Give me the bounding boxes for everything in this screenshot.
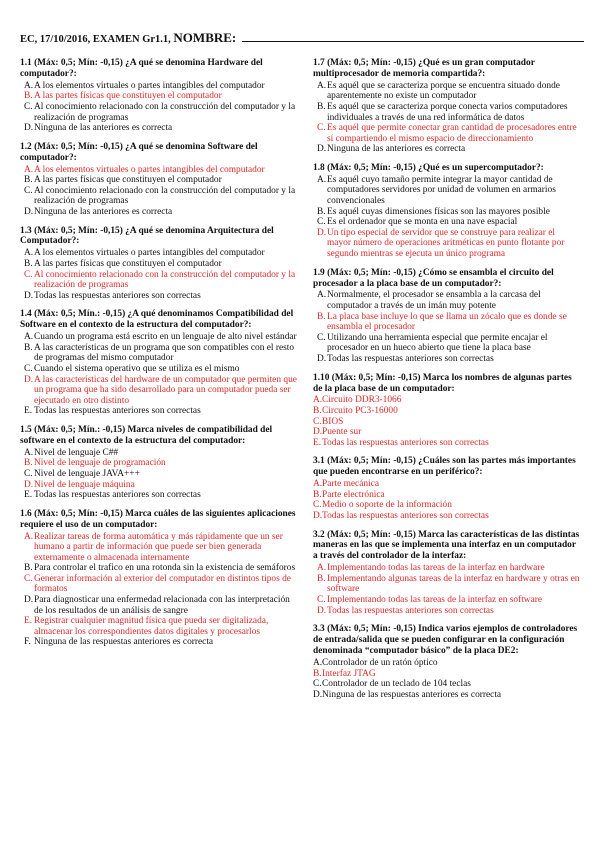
option-letter: C. — [317, 332, 326, 343]
option-text: Ninguna de las anteriores es correcta — [327, 144, 466, 155]
question-block — [20, 58, 298, 134]
option-text: Cuando el sistema operativo que se utiliza es el mismo — [34, 363, 240, 374]
answer-option[interactable] — [20, 563, 298, 574]
question-block — [20, 309, 298, 417]
answer-option[interactable] — [313, 333, 581, 354]
question-title: 1.3 (Máx: 0,5; Mín: -0,15) ¿A qué se denomina Arquitectura del Computador?: — [20, 225, 274, 247]
answer-option[interactable] — [313, 606, 581, 617]
option-letter: A. — [313, 657, 323, 668]
option-text: Puente sur — [322, 427, 362, 438]
option-letter: D. — [24, 479, 34, 490]
question-title: 1.10 (Máx: 0,5; Mín: -0,15) Marca los nombres de algunas partes de la placa base de un computador: — [313, 372, 572, 394]
answer-option[interactable] — [313, 406, 581, 417]
option-letter: D. — [24, 374, 34, 385]
answer-option[interactable] — [20, 480, 298, 491]
option-text: A las características del hardware de un computador que permiten que un programa que ha sido desarrollado para un computador pueda ser ejecutado en otro distinto — [34, 374, 297, 406]
option-letter: B. — [24, 458, 33, 469]
answer-option[interactable] — [313, 102, 581, 123]
option-text: Todas las respuestas anteriores son correctas — [34, 406, 201, 417]
option-text: Registrar cualquier magnitud física que pueda ser digitalizada, almacenar los correspondientes datos digitales y procesarlos — [34, 616, 269, 637]
option-text: Ninguna de las anteriores es correcta — [34, 206, 173, 217]
answer-option[interactable] — [313, 438, 581, 449]
option-text: Es aquél que permite conectar gran cantidad de procesadores entre sí compartiendo el mismo espacio de direccionamiento — [327, 123, 577, 144]
answer-option[interactable] — [313, 574, 581, 595]
question-block — [20, 425, 298, 501]
option-text: Implementando todas las tareas de la interfaz en software — [327, 595, 543, 606]
option-letter: B. — [24, 258, 33, 269]
answer-option[interactable] — [313, 144, 581, 155]
option-text: Ninguna de las respuestas anteriores es correcta — [322, 689, 502, 700]
question-block — [313, 624, 581, 700]
answer-option[interactable] — [20, 343, 298, 364]
answer-option[interactable] — [20, 291, 298, 302]
option-letter: C. — [24, 269, 33, 280]
answer-option[interactable] — [313, 679, 581, 690]
option-letter: C. — [317, 595, 326, 606]
option-letter: B. — [313, 489, 322, 500]
option-letter: C. — [317, 123, 326, 134]
option-text: Realizar tareas de forma automática y más rápidamente que un ser humano a partir de información que puede ser bien generada externamente o almacenada internamente — [34, 531, 283, 563]
option-letter: B. — [313, 406, 322, 416]
answer-option[interactable] — [313, 563, 581, 574]
answer-option[interactable] — [20, 165, 298, 176]
option-letter: B. — [24, 342, 33, 353]
answer-option[interactable] — [20, 364, 298, 375]
option-text: Normalmente, el procesador se ensambla a la carcasa del computador a través de un imán muy potente — [327, 290, 541, 312]
option-text: Un tipo especial de servidor que se construye para realizar el mayor número de operaciones aritméticas en punto flotante por segundo mientras se ejecuta un único programa — [327, 227, 565, 260]
question-title: 3.3 (Máx: 0,5; Mín: -0,15) Indica varios ejemplos de controladores de entrada/salida que se pueden configurar en la configuración denominada “computador básico” de la placa DE2: — [313, 624, 578, 657]
option-letter: A. — [313, 479, 323, 490]
answer-option[interactable] — [313, 228, 581, 260]
option-letter: E. — [313, 437, 322, 448]
option-text: A las partes físicas que constituyen el computador — [34, 91, 222, 102]
answer-option[interactable] — [20, 123, 298, 134]
answer-option[interactable] — [313, 207, 581, 218]
option-letter: D. — [313, 427, 323, 438]
answer-option[interactable] — [20, 81, 298, 92]
option-text: Cuando un programa está escrito en un lenguaje de alto nivel estándar — [34, 332, 297, 343]
option-text: La placa base incluye lo que se llama un zócalo que es donde se ensambla el procesador — [327, 311, 567, 333]
option-letter: B. — [313, 668, 322, 679]
answer-option[interactable] — [313, 123, 581, 144]
exam-title: EC, 17/10/2016, EXAMEN Gr1.1, — [20, 34, 171, 45]
option-letter: C. — [313, 679, 322, 690]
option-text: Utilizando una herramienta especial que permite encajar el procesador en un hueco abierto que tiene la placa base — [327, 332, 548, 354]
option-letter: D. — [24, 206, 34, 217]
question-block — [20, 226, 298, 302]
answer-option[interactable] — [20, 186, 298, 207]
answer-option[interactable] — [313, 175, 581, 207]
answer-option[interactable] — [20, 406, 298, 417]
question-title: 3.2 (Máx: 0,5; Mín: -0,15) Marca las características de las distintas maneras en las que se implementa una interfaz en un computador a través del controlador de la interfaz: — [313, 529, 580, 562]
option-text: Nivel de lenguaje C## — [34, 447, 119, 458]
answer-option[interactable] — [20, 248, 298, 259]
option-letter: C. — [313, 416, 322, 427]
answer-option[interactable] — [313, 511, 581, 522]
answer-option[interactable] — [20, 574, 298, 595]
option-text: Todas las respuestas anteriores son correctas — [327, 605, 494, 616]
option-letter: A. — [24, 248, 34, 259]
option-letter: E. — [24, 616, 33, 627]
option-letter: D. — [317, 144, 327, 155]
answer-option[interactable] — [20, 616, 298, 637]
option-letter: D. — [24, 123, 34, 134]
option-text: Es aquél que se caracteriza porque conecta varios computadores individuales a través de una red informática de datos — [327, 102, 568, 123]
question-block — [313, 163, 581, 260]
option-text: A las características de un programa que son compatibles con el resto de programas del mismo computador — [34, 342, 295, 364]
question-block — [313, 58, 581, 155]
option-letter: C. — [24, 185, 33, 196]
option-text: Nivel de lenguaje de programación — [34, 458, 166, 469]
answer-option[interactable] — [20, 175, 298, 186]
answer-option[interactable] — [313, 690, 581, 701]
answer-option[interactable] — [313, 658, 581, 669]
option-letter: D. — [317, 354, 327, 364]
question-block — [20, 142, 298, 218]
option-letter: A. — [24, 164, 34, 175]
answer-option[interactable] — [20, 259, 298, 270]
answer-option[interactable] — [313, 395, 581, 406]
option-letter: D. — [317, 605, 327, 616]
option-text: Parte electrónica — [322, 489, 385, 500]
option-text: A los elementos virtuales o partes intangibles del computador — [34, 248, 265, 259]
question-block — [313, 456, 581, 521]
option-text: A los elementos virtuales o partes intangibles del computador — [34, 80, 265, 91]
question-title: 1.9 (Máx: 0,5; Mín: -0,15) ¿Cómo se ensambla el circuito del procesador a la placa base de un computador?: — [313, 267, 554, 289]
option-letter: B. — [24, 563, 33, 574]
option-letter: A. — [24, 332, 34, 343]
option-text: Para controlar el trafico en una rotonda sin la existencia de semáforos — [34, 563, 296, 574]
left-column — [20, 58, 298, 656]
option-text: A los elementos virtuales o partes intangibles del computador — [34, 164, 265, 175]
answer-option[interactable] — [313, 217, 581, 228]
option-text: Interfaz JTAG — [322, 668, 376, 679]
name-blank-line[interactable] — [242, 31, 584, 42]
name-label: NOMBRE: — [173, 30, 237, 45]
answer-option[interactable] — [20, 532, 298, 564]
option-letter: B. — [317, 206, 326, 217]
option-letter: A. — [317, 290, 327, 301]
question-block — [313, 530, 581, 617]
option-text: A las partes físicas que constituyen el computador — [34, 258, 222, 269]
option-letter: A. — [24, 531, 34, 542]
option-letter: A. — [317, 80, 327, 91]
answer-option[interactable] — [313, 312, 581, 333]
answer-option[interactable] — [20, 458, 298, 469]
question-title: 1.6 (Máx: 0,5; Mín: -0,15) Marca cuáles de las siguientes aplicaciones requiere el uso de un computador: — [20, 508, 296, 530]
answer-option[interactable] — [313, 500, 581, 511]
option-text: Implementando todas las tareas de la interfaz en hardware — [327, 563, 545, 574]
option-text: A las partes físicas que constituyen el computador — [34, 175, 222, 186]
question-title: 1.7 (Máx: 0,5; Mín: -0,15) ¿Qué es un gran computador multiprocesador de memoria compartida?: — [313, 58, 535, 79]
option-text: Al conocimiento relacionado con la construcción del computador y la realización de programas — [34, 102, 296, 123]
option-text: Al conocimiento relacionado con la construcción del computador y la realización de programas — [34, 185, 296, 207]
answer-option[interactable] — [313, 290, 581, 311]
answer-option[interactable] — [313, 490, 581, 501]
answer-option[interactable] — [20, 448, 298, 459]
question-block — [20, 509, 298, 648]
question-title: 1.5 (Máx: 0,5; Mín.: -0,15) Marca niveles de compatibilidad del software en el contexto de la estructura del computador: — [20, 424, 273, 446]
question-title: 3.1 (Máx: 0,5; Mín: -0,15) ¿Cuáles son las partes más importantes que pueden encontrarse en un periférico?: — [313, 456, 576, 478]
option-letter: C. — [24, 363, 33, 374]
answer-option[interactable] — [20, 637, 298, 648]
question-block — [313, 373, 581, 449]
option-text: Implementando algunas tareas de la interfaz en hardware y otras en software — [327, 573, 580, 595]
option-letter: B. — [317, 573, 326, 584]
option-text: Circuito DDR3-1066 — [322, 395, 402, 406]
option-letter: C. — [24, 573, 33, 584]
option-letter: A. — [24, 80, 34, 91]
option-text: Para diagnosticar una enfermedad relacionada con las interpretación de los resultados de un análisis de sangre — [34, 595, 290, 616]
option-text: Nivel de lenguaje JAVA+++ — [34, 468, 140, 479]
answer-option[interactable] — [20, 270, 298, 291]
option-text: Generar información al exterior del computador en distintos tipos de formatos — [34, 573, 291, 595]
answer-option[interactable] — [313, 417, 581, 428]
question-title: 1.2 (Máx: 0,5; Mín: -0,15) ¿A qué se denomina Software del computador?: — [20, 141, 258, 163]
answer-option[interactable] — [313, 427, 581, 438]
option-letter: C. — [317, 217, 326, 228]
option-letter: A. — [313, 395, 323, 406]
option-text: Circuito PC3-16000 — [322, 406, 398, 416]
question-title: 1.4 (Máx: 0,5; Mín.: -0,15) ¿A qué denominamos Compatibilidad del Software en el contexto de la estructura del computador?: — [20, 309, 294, 331]
answer-option[interactable] — [313, 669, 581, 680]
exam-header — [20, 30, 580, 46]
answer-option[interactable] — [313, 595, 581, 606]
answer-option[interactable] — [20, 332, 298, 343]
question-title: 1.8 (Máx: 0,5; Mín: -0,15) ¿Qué es un supercomputador?: — [313, 162, 544, 173]
option-letter: C. — [24, 102, 33, 112]
option-text: Controlador de un ratón óptico — [322, 657, 438, 668]
answer-option[interactable] — [20, 490, 298, 501]
option-text: Todas las respuestas anteriores son correctas — [34, 290, 201, 301]
answer-option[interactable] — [20, 102, 298, 123]
option-letter: A. — [24, 447, 34, 458]
option-text: Ninguna de las anteriores es correcta — [34, 123, 173, 134]
answer-option[interactable] — [20, 207, 298, 218]
option-text: Es aquél cuyas dimensiones físicas son las mayores posible — [327, 206, 550, 217]
option-letter: B. — [24, 175, 33, 186]
option-text: Es aquél cuyo tamaño permite integrar la mayor cantidad de computadores servidores por unidad de volumen en armarios convencionales — [327, 174, 556, 207]
option-text: BIOS — [322, 416, 344, 427]
answer-option[interactable] — [20, 469, 298, 480]
question-title: 1.1 (Máx: 0,5; Mín: -0,15) ¿A qué se denomina Hardware del computador?: — [20, 58, 263, 79]
option-letter: E. — [24, 406, 33, 417]
option-letter: D. — [24, 595, 34, 606]
option-text: Parte mecánica — [322, 479, 379, 490]
option-text: Controlador de un teclado de 104 teclas — [322, 679, 471, 690]
answer-option[interactable] — [20, 91, 298, 102]
option-letter: B. — [317, 102, 326, 112]
option-text: Todas las respuestas anteriores son correctas — [34, 490, 201, 501]
option-text: Medio o soporte de la información — [322, 500, 452, 511]
option-text: Al conocimiento relacionado con la construcción del computador y la realización de programas — [34, 269, 296, 291]
option-letter: E. — [24, 490, 33, 501]
option-text: Es aquél que se caracteriza porque se encuentra situado donde aparentemente no existe un computador — [327, 80, 560, 102]
option-letter: D. — [24, 290, 34, 301]
answer-option[interactable] — [313, 81, 581, 102]
option-text: Todas las respuestas anteriores son correctas — [327, 354, 494, 364]
option-letter: C. — [313, 500, 322, 511]
answer-option[interactable] — [20, 375, 298, 407]
option-letter: D. — [317, 227, 327, 238]
answer-option[interactable] — [20, 595, 298, 616]
option-text: Ninguna de las respuestas anteriores es correcta — [34, 637, 214, 648]
option-letter: B. — [24, 91, 33, 102]
option-letter: C. — [24, 468, 33, 479]
option-letter: A. — [317, 174, 327, 185]
option-text: Todas las respuestas anteriores son correctas — [322, 510, 489, 521]
option-letter: A. — [317, 563, 327, 574]
option-letter: F. — [24, 637, 31, 648]
question-block — [313, 268, 581, 365]
option-text: Es el ordenador que se monta en una nave espacial — [327, 217, 518, 228]
option-letter: D. — [313, 510, 323, 521]
option-text: Todas las respuestas anteriores son correctas — [322, 437, 489, 448]
answer-option[interactable] — [313, 354, 581, 365]
option-text: Nivel de lenguaje máquina — [34, 479, 135, 490]
answer-option[interactable] — [313, 479, 581, 490]
right-column — [313, 58, 581, 708]
option-letter: D. — [313, 689, 323, 700]
option-letter: B. — [317, 311, 326, 322]
